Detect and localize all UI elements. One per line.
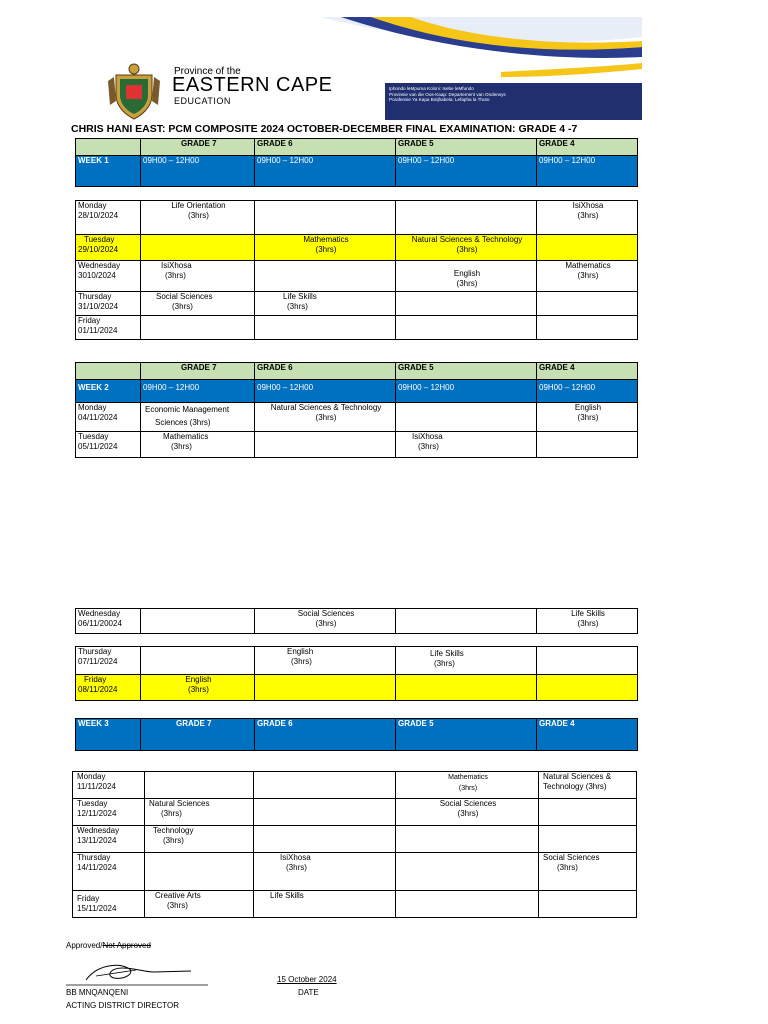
subject: IsiXhosa [412, 432, 443, 441]
day-name: Friday [84, 675, 107, 684]
table-row [73, 891, 637, 918]
day-date: 05/11/2024 [78, 442, 118, 451]
time-cell: 09H00 – 12H00 [396, 156, 537, 187]
letterhead [71, 17, 642, 120]
exam-cell [396, 432, 537, 458]
exam-cell [254, 826, 396, 853]
day-date: 08/11/2024 [78, 685, 118, 694]
province-name: EASTERN CAPE [172, 74, 333, 96]
week3-header-table [75, 718, 638, 751]
duration: (3hrs) [315, 413, 337, 422]
duration: (3hrs) [456, 279, 478, 288]
subject: Natural Sciences & Technology [411, 235, 523, 244]
day-cell [76, 675, 141, 701]
week3-schedule-table [72, 771, 637, 918]
duration: (3hrs) [458, 785, 478, 792]
week2-thu-fri-table [75, 646, 638, 701]
day-date: 15/11/2024 [77, 904, 117, 913]
duration: (3hrs) [315, 245, 337, 254]
header-cell: GRADE 5 [396, 719, 537, 751]
week1-header-table [75, 138, 638, 187]
exam-cell [396, 235, 537, 261]
day-cell [73, 826, 145, 853]
subject: Creative Arts [155, 891, 201, 900]
exam-cell [255, 647, 396, 675]
exam-cell [141, 647, 255, 675]
exam-cell [145, 799, 254, 826]
day-name: Wednesday [77, 826, 120, 835]
exam-cell [537, 432, 638, 458]
subject: Life Skills [270, 891, 304, 900]
duration: (3hrs) [434, 659, 455, 668]
exam-cell [255, 261, 396, 292]
subject: English [185, 675, 212, 684]
duration: (3hrs) [172, 302, 193, 311]
header-cell: GRADE 6 [255, 719, 396, 751]
subject: Life Skills [430, 649, 464, 658]
day-name: Monday [78, 403, 107, 412]
approval-status [66, 941, 151, 950]
day-name: Thursday [78, 647, 112, 656]
exam-cell [255, 235, 396, 261]
exam-cell [396, 675, 537, 701]
day-name: Tuesday [84, 235, 115, 244]
subject: Life Skills [283, 292, 317, 301]
subject: Mathematics [303, 235, 349, 244]
day-date: 29/10/2024 [78, 245, 119, 254]
subject: Social Sciences [297, 609, 355, 618]
day-date: 3010/2024 [78, 271, 116, 280]
exam-cell [145, 853, 254, 891]
subject: English [574, 403, 602, 412]
duration: (3hrs) [291, 657, 312, 666]
duration: (3hrs) [188, 685, 209, 694]
duration: (3hrs) [163, 836, 184, 845]
table-row [76, 201, 638, 235]
header-cell: GRADE 5 [396, 363, 537, 380]
day-name: Friday [78, 316, 101, 325]
exam-cell [255, 432, 396, 458]
day-cell [76, 403, 141, 432]
day-name: Tuesday [78, 432, 109, 441]
header-cell: GRADE 4 [537, 363, 638, 380]
time-cell: 09H00 – 12H00 [141, 156, 255, 187]
duration: (3hrs) [286, 863, 307, 872]
day-name: Thursday [78, 292, 112, 301]
approved-label: Approved/ [66, 941, 103, 950]
duration: (3hrs) [188, 211, 209, 220]
table-row [76, 403, 638, 432]
subject: Natural Sciences [149, 799, 210, 808]
day-date: 31/10/2024 [78, 302, 119, 311]
time-cell: 09H00 – 12H00 [537, 380, 638, 403]
time-cell: 09H00 – 12H00 [255, 380, 396, 403]
day-cell [73, 891, 145, 918]
exam-cell [255, 403, 396, 432]
table-row [73, 772, 637, 799]
province-label: Province of the [174, 66, 241, 77]
exam-cell [396, 201, 537, 235]
exam-cell [537, 647, 638, 675]
table-row [76, 235, 638, 261]
header-cell [76, 363, 141, 380]
subject: Economic Management [145, 405, 230, 414]
week-label: WEEK 3 [76, 719, 141, 751]
subject: IsiXhosa [280, 853, 311, 862]
exam-cell [141, 235, 255, 261]
table-row [76, 609, 638, 634]
exam-cell [539, 799, 637, 826]
duration: (3hrs) [418, 442, 439, 451]
exam-cell [141, 316, 255, 340]
subject: Natural Sciences & Technology [270, 403, 382, 412]
day-date: 01/11/2024 [78, 326, 118, 335]
day-name: Wednesday [78, 609, 121, 618]
approval-date: 15 October 2024 [277, 975, 337, 984]
duration: Technology (3hrs) [543, 782, 607, 791]
subject: English [453, 269, 481, 278]
exam-cell [537, 292, 638, 316]
day-name: Wednesday [78, 261, 121, 270]
subject: Life Skills [571, 609, 605, 618]
exam-cell [141, 292, 255, 316]
time-cell: 09H00 – 12H00 [141, 380, 255, 403]
subject: IsiXhosa [572, 201, 604, 210]
duration: (3hrs) [456, 245, 478, 254]
subject: Mathematics [163, 432, 209, 441]
header-cell: GRADE 6 [255, 363, 396, 380]
week2-schedule-table [75, 362, 638, 458]
table-row [73, 826, 637, 853]
header-cell: GRADE 7 [141, 139, 255, 156]
exam-cell [539, 853, 637, 891]
day-cell [76, 316, 141, 340]
language-line: Porafensie Ya Kapa Botjhabela: Lefapha la Thuto [389, 97, 490, 103]
exam-cell [396, 292, 537, 316]
subject: Technology [153, 826, 194, 835]
day-cell [76, 201, 141, 235]
day-name: Monday [78, 201, 107, 210]
exam-cell [537, 609, 638, 634]
exam-cell [537, 235, 638, 261]
time-cell: 09H00 – 12H00 [537, 156, 638, 187]
table-row [76, 647, 638, 675]
exam-cell [396, 261, 537, 292]
header-cell: GRADE 7 [141, 719, 255, 751]
exam-cell [254, 799, 396, 826]
day-date: 13/11/2024 [77, 836, 117, 845]
language-banner [385, 83, 642, 120]
header-cell: GRADE 6 [255, 139, 396, 156]
header-cell: GRADE 7 [141, 363, 255, 380]
exam-cell [396, 403, 537, 432]
table-row [76, 316, 638, 340]
duration: (3hrs) [577, 413, 599, 422]
subject: English [287, 647, 314, 656]
header-cell: GRADE 4 [537, 719, 638, 751]
duration: (3hrs) [557, 863, 578, 872]
day-date: 14/11/2024 [77, 863, 117, 872]
exam-cell [537, 261, 638, 292]
duration: (3hrs) [577, 271, 599, 280]
exam-cell [396, 647, 537, 675]
exam-cell [537, 201, 638, 235]
exam-cell [255, 201, 396, 235]
header-cell: GRADE 4 [537, 139, 638, 156]
subject: Mathematics [448, 774, 488, 781]
day-cell [76, 609, 141, 634]
day-cell [76, 235, 141, 261]
time-cell: 09H00 – 12H00 [255, 156, 396, 187]
exam-cell [396, 891, 539, 918]
week2-wednesday-table [75, 608, 638, 634]
exam-cell [539, 891, 637, 918]
table-row [76, 261, 638, 292]
week-label: WEEK 1 [76, 156, 141, 187]
day-cell [76, 647, 141, 675]
time-cell: 09H00 – 12H00 [396, 380, 537, 403]
table-row [76, 292, 638, 316]
duration: (3hrs) [161, 809, 182, 818]
exam-cell [539, 772, 637, 799]
coat-of-arms-logo [104, 61, 164, 120]
exam-cell [254, 853, 396, 891]
exam-cell [255, 292, 396, 316]
duration: (3hrs) [287, 302, 308, 311]
exam-cell [141, 403, 255, 432]
exam-cell [141, 201, 255, 235]
duration: Sciences (3hrs) [155, 418, 211, 427]
table-row [76, 432, 638, 458]
duration: (3hrs) [165, 271, 186, 280]
exam-cell [396, 772, 539, 799]
day-cell [73, 799, 145, 826]
day-date: 28/10/2024 [78, 211, 119, 220]
exam-cell [141, 609, 255, 634]
week1-schedule-table [75, 200, 638, 340]
duration: (3hrs) [171, 442, 192, 451]
exam-cell [396, 316, 537, 340]
exam-cell [141, 261, 255, 292]
subject: Social Sciences [543, 853, 600, 862]
exam-cell [255, 675, 396, 701]
day-date: 06/11/20024 [78, 619, 122, 628]
subject: Social Sciences [439, 799, 497, 808]
exam-cell [255, 609, 396, 634]
duration: (3hrs) [577, 619, 599, 628]
exam-cell [254, 772, 396, 799]
subject: Mathematics [565, 261, 611, 270]
week-label: WEEK 2 [76, 380, 141, 403]
language-line: Provinsie van die Oos-Kaap: Departement van Onderwys [389, 91, 506, 97]
subject: Social Sciences [156, 292, 213, 301]
duration: (3hrs) [167, 901, 188, 910]
table-row [76, 675, 638, 701]
subject: Life Orientation [171, 201, 226, 210]
exam-cell [141, 432, 255, 458]
exam-cell [396, 799, 539, 826]
department-name: EDUCATION [174, 96, 231, 106]
signatory-name: BB MNQANQENI [66, 988, 129, 997]
subject: Natural Sciences & [543, 772, 612, 781]
duration: (3hrs) [457, 809, 479, 818]
day-date: 07/11/2024 [78, 657, 118, 666]
day-cell [76, 292, 141, 316]
exam-cell [396, 609, 537, 634]
exam-cell [396, 853, 539, 891]
day-name: Tuesday [77, 799, 108, 808]
duration: (3hrs) [315, 619, 337, 628]
exam-cell [254, 891, 396, 918]
exam-cell [145, 772, 254, 799]
day-cell [73, 772, 145, 799]
exam-cell [255, 316, 396, 340]
day-name: Friday [77, 894, 100, 903]
day-cell [73, 853, 145, 891]
exam-cell [537, 403, 638, 432]
duration: (3hrs) [577, 211, 599, 220]
day-name: Monday [77, 772, 106, 781]
exam-cell [145, 826, 254, 853]
exam-cell [539, 826, 637, 853]
day-date: 12/11/2024 [77, 809, 117, 818]
not-approved-label: Not Approved [102, 941, 151, 950]
day-name: Thursday [77, 853, 111, 862]
day-cell [76, 432, 141, 458]
day-date: 11/11/2024 [77, 782, 116, 791]
subject: IsiXhosa [161, 261, 192, 270]
exam-cell [396, 826, 539, 853]
document-title: CHRIS HANI EAST: PCM COMPOSITE 2024 OCTOBER-DECEMBER FINAL EXAMINATION: GRADE 4 -7 [71, 123, 578, 135]
signatory-position: ACTING DISTRICT DIRECTOR [66, 1001, 180, 1010]
header-cell: GRADE 5 [396, 139, 537, 156]
table-row [73, 799, 637, 826]
exam-cell [145, 891, 254, 918]
day-date: 04/11/2024 [78, 413, 118, 422]
exam-cell [537, 316, 638, 340]
date-label: DATE [298, 988, 319, 997]
header-cell [76, 139, 141, 156]
language-line: Iphondo leMpuma Koloni: Isebe leMfundo [389, 86, 474, 91]
exam-cell [537, 675, 638, 701]
signature [66, 958, 211, 988]
day-cell [76, 261, 141, 292]
table-row [73, 853, 637, 891]
exam-cell [141, 675, 255, 701]
